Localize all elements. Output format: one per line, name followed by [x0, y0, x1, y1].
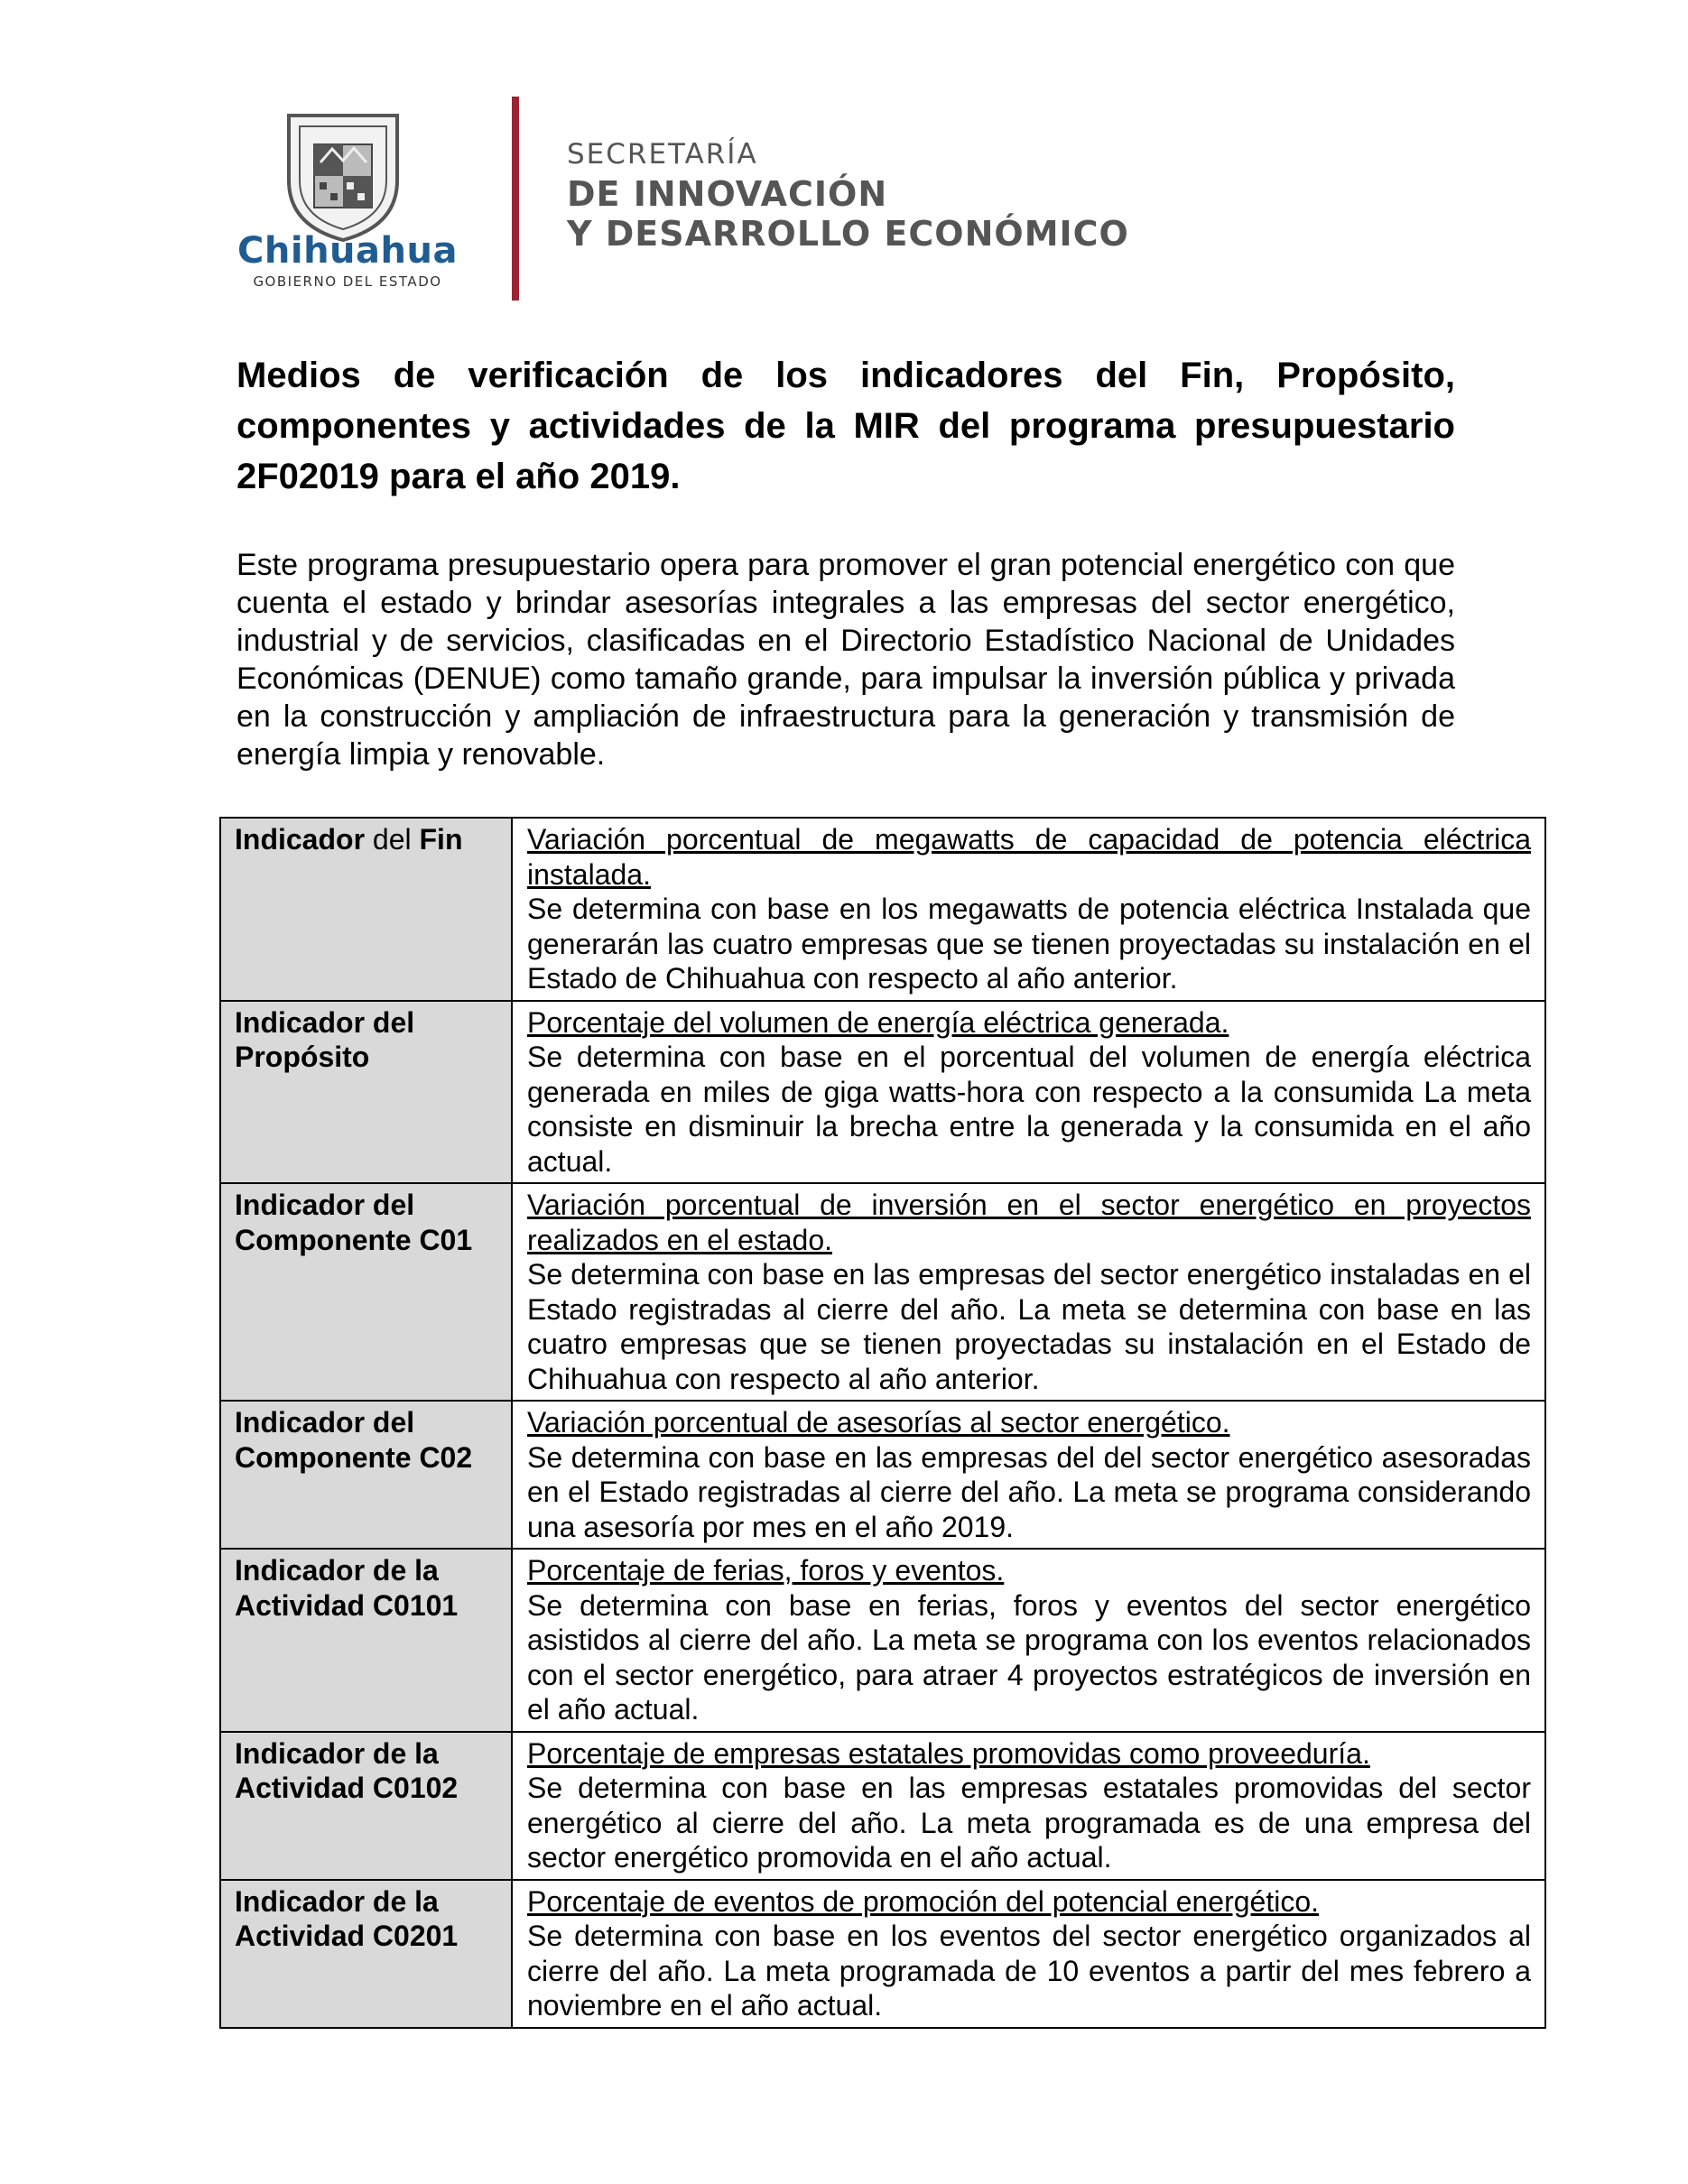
indicator-description: Se determina con base en los eventos del sector energético organizados al cierre del año. La meta programada de 10 eventos a partir del mes febrero a noviembre en el año actual. [527, 1920, 1531, 2022]
indicator-name: Variación porcentual de megawatts de capacidad de potencia eléctrica instalada. [527, 823, 1531, 891]
row-label: Indicador de la Actividad C0201 [220, 1880, 512, 2028]
row-content [512, 1880, 1545, 2028]
indicator-name: Porcentaje de eventos de promoción del potencial energético. [527, 1884, 1320, 1918]
table-row [220, 818, 1545, 1001]
row-content [512, 1401, 1545, 1549]
letterhead [230, 95, 1223, 302]
indicator-name: Variación porcentual de inversión en el sector energético en proyectos realizados en el estado. [527, 1189, 1531, 1256]
table-row [220, 1880, 1545, 2028]
row-label: Indicador de la Actividad C0102 [220, 1732, 512, 1880]
secretaria-line-3: Y DESARROLLO ECONÓMICO [567, 214, 1129, 254]
indicator-description: Se determina con base en el porcentual del volumen de energía eléctrica generada en miles de giga watts-hora con respecto a la consumida La meta consiste en disminuir la brecha entre la generada y la consumida en el año actual. [527, 1041, 1531, 1178]
header-divider [512, 97, 519, 301]
logo-subtitle: GOBIERNO DEL ESTADO [253, 273, 442, 290]
row-label-part: del [365, 823, 420, 856]
indicators-table [219, 817, 1546, 2029]
row-label-part: Fin [419, 823, 463, 856]
table-row [220, 1732, 1545, 1880]
indicator-name: Porcentaje de empresas estatales promovidas como proveeduría. [527, 1736, 1370, 1770]
row-content [512, 1549, 1545, 1732]
indicator-description: Se determina con base en las empresas estatales promovidas del sector energético al cierre del año. La meta programada es de una empresa del sector energético promovida en el año actual. [527, 1772, 1531, 1874]
row-label-part: Indicador [235, 823, 366, 856]
indicator-description: Se determina con base en las empresas del sector energético instaladas en el Estado registradas al cierre del año. La meta se determina con base en las cuatro empresas que se tienen proyectadas su instalación en el Estado de Chihuahua con respecto al año anterior. [527, 1258, 1531, 1395]
row-content [512, 1001, 1545, 1184]
table-row [220, 1549, 1545, 1732]
indicator-name: Porcentaje de ferias, foros y eventos. [527, 1554, 1005, 1587]
row-label: Indicador del Componente C01 [220, 1183, 512, 1401]
row-label: Indicador del Propósito [220, 1001, 512, 1184]
indicator-description: Se determina con base en las empresas del del sector energético asesoradas en el Estado registradas al cierre del año. La meta se programa considerando una asesoría por mes en el año 2019. [527, 1440, 1531, 1543]
row-label [220, 818, 512, 1001]
table-row [220, 1401, 1545, 1549]
indicator-name: Variación porcentual de asesorías al sector energético. [527, 1406, 1230, 1439]
row-label: Indicador del Componente C02 [220, 1401, 512, 1549]
secretaria-line-1: SECRETARÍA [567, 138, 758, 171]
row-content [512, 1732, 1545, 1880]
secretaria-line-2: DE INNOVACIÓN [567, 174, 888, 214]
row-label: Indicador de la Actividad C0101 [220, 1549, 512, 1732]
indicator-description: Se determina con base en los megawatts de potencia eléctrica Instalada que generarán las cuatro empresas que se tienen proyectadas su instalación en el Estado de Chihuahua con respecto al año anterior. [527, 893, 1531, 995]
table-row [220, 1183, 1545, 1401]
row-content [512, 1183, 1545, 1401]
logo-wordmark: Chihuahua [237, 230, 458, 272]
indicator-name: Porcentaje del volumen de energía eléctrica generada. [527, 1005, 1229, 1039]
row-content [512, 818, 1545, 1001]
intro-paragraph: Este programa presupuestario opera para promover el gran potencial energético con que cuenta el estado y brindar asesorías integrales a las empresas del sector energético, industrial y de servicios, clasificadas en el Directorio Estadístico Nacional de Unidades Económicas (DENUE) como tamaño grande, para impulsar la inversión pública y privada en la construcción y ampliación de infraestructura para la generación y transmisión de energía limpia y renovable. [237, 548, 1455, 772]
table-row [220, 1001, 1545, 1184]
state-seal-logo [280, 108, 406, 244]
indicator-description: Se determina con base en ferias, foros y eventos del sector energético asistidos al cierre del año. La meta se programa con los eventos relacionados con el sector energético, para atraer 4 proyectos estratégicos de inversión en el año actual. [527, 1588, 1531, 1726]
document-title: Medios de verificación de los indicadores del Fin, Propósito, componentes y actividades de la MIR del programa presupuestario 2F02019 para el año 2019. [237, 356, 1455, 496]
